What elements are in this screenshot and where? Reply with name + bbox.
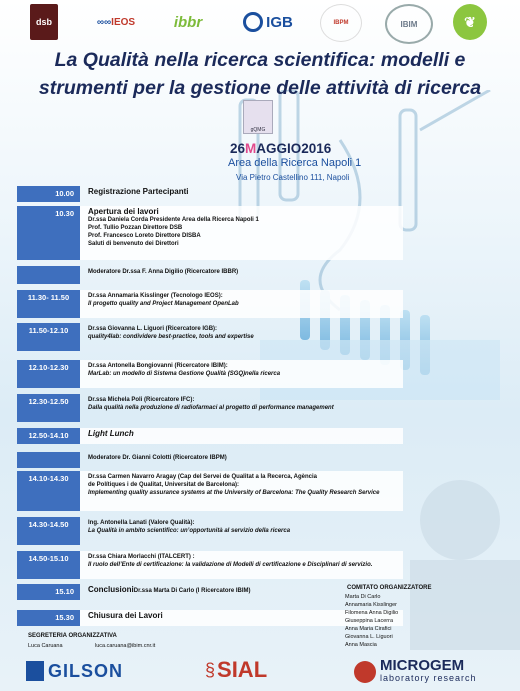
program-content xyxy=(80,452,403,468)
segreteria-label: SEGRETERIA ORGANIZZATIVA xyxy=(28,633,117,639)
program-row xyxy=(17,428,403,444)
program-line: Dr.ssa Giovanna L. Liguori (Ricercatore IGB): xyxy=(88,326,218,332)
comitato-member: Giuseppina Lacerra xyxy=(345,618,394,624)
program-time: 15.10 xyxy=(17,584,80,600)
program-time: 11.30- 11.50 xyxy=(17,290,80,318)
program-time: 14.10-14.30 xyxy=(17,471,80,511)
program-content xyxy=(80,471,403,511)
program-line: Moderatore Dr. Gianni Colotti (Ricercatore IBPM) xyxy=(88,455,227,461)
program-line: quality4lab: condividere best-practice, tools and expertise xyxy=(88,334,254,340)
program-line: Chiusura dei Lavori xyxy=(88,611,163,620)
ibpm-logo: IBPM xyxy=(320,4,362,42)
program-content xyxy=(80,551,403,579)
segreteria-email: luca.caruana@ibim.cnr.it xyxy=(95,643,156,649)
leaf-icon: ❦ xyxy=(464,13,476,30)
program-line: Implementing quality assurance systems at the University of Barcelona: The Quality Research Service xyxy=(88,490,380,496)
program-line: Dr.ssa Chiara Morlacchi (ITALCERT) : xyxy=(88,554,195,560)
program-line: Dr.ssa Michela Poli (Ricercatore IFC): xyxy=(88,397,195,403)
program-line: Moderatore Dr.ssa F. Anna Digilio (Ricercatore IBBR) xyxy=(88,269,239,275)
comitato-member: Annamaria Kisslinger xyxy=(345,602,397,608)
program-row xyxy=(17,360,403,388)
page-title-line-2: strumenti per la gestione delle attività di ricerca xyxy=(38,77,482,99)
program-content xyxy=(80,394,403,422)
comitato-member: Filomena Anna Digilio xyxy=(345,610,399,616)
program-line: Saluti di benvenuto dei Direttori xyxy=(88,241,179,247)
program-row xyxy=(17,290,403,318)
program-content xyxy=(80,360,403,388)
dsb-logo: dsb xyxy=(30,4,58,40)
program-line: Ing. Antonella Lanati (Valore Qualità): xyxy=(88,520,195,526)
program-time: 15.30 xyxy=(17,610,80,626)
dna-helix-icon: § xyxy=(205,659,216,680)
segreteria-name: Luca Caruana xyxy=(28,643,63,649)
program-content xyxy=(80,206,403,260)
comitato-list xyxy=(345,593,398,649)
program-content xyxy=(80,428,403,444)
program-line: Il progetto quality and Project Management OpenLab xyxy=(88,301,239,307)
program-content xyxy=(80,323,403,351)
program-row xyxy=(17,517,403,545)
program-content xyxy=(80,186,403,202)
program-line: Dr.ssa Daniela Corda Presidente Area della Ricerca Napoli 1 xyxy=(88,217,259,223)
comitato-member: Anna Mascia xyxy=(345,642,377,648)
program-line: de Polítiques i de Qualitat, Universitat de Barcelona): xyxy=(88,482,240,488)
program-time: 12.30-12.50 xyxy=(17,394,80,422)
event-address: Via Pietro Castellino 111, Napoli xyxy=(236,173,350,182)
comitato-member: Marta Di Carlo xyxy=(345,594,381,600)
comitato-label: COMITATO ORGANIZZATORE xyxy=(347,585,432,591)
program-time xyxy=(17,266,80,284)
program-row xyxy=(17,471,403,511)
igb-circle-icon xyxy=(243,12,263,32)
program-time: 11.50-12.10 xyxy=(17,323,80,351)
program-row xyxy=(17,452,403,468)
microgem-icon xyxy=(354,661,376,683)
program-time: 14.30-14.50 xyxy=(17,517,80,545)
program-time: 12.10-12.30 xyxy=(17,360,80,388)
program-line: Conclusioni xyxy=(88,585,134,594)
gqmg-logo: gQMG xyxy=(243,100,273,134)
program-content xyxy=(80,517,403,545)
program-time xyxy=(17,452,80,468)
program-content xyxy=(80,290,403,318)
program-line: Light Lunch xyxy=(88,429,134,438)
program-content xyxy=(80,266,403,284)
comitato-member: Anna Maria Cirafici xyxy=(345,626,392,632)
program-line: Dr.ssa Annamaria Kisslinger (Tecnologo IEOS): xyxy=(88,293,223,299)
program-line: Dr.ssa Antonella Bongiovanni (Ricercatore IBIM): xyxy=(88,363,228,369)
event-venue: Area della Ricerca Napoli 1 xyxy=(228,157,362,169)
program-line: Prof. Francesco Loreto Direttore DISBA xyxy=(88,233,201,239)
program-line: La Qualità in ambito scientifico: un’opportunità al servizio della ricerca xyxy=(88,528,291,534)
program-line: Dr.ssa Carmen Navarro Aragay (Cap del Servei de Qualitat a la Recerca, Agència xyxy=(88,474,317,480)
ibim-logo: IBIM xyxy=(385,4,433,44)
microgem-logo: MICROGEM laboratory research xyxy=(354,658,477,686)
program-row xyxy=(17,266,403,284)
program-time: 12.50-14.10 xyxy=(17,428,80,444)
dna-icon: ∞∞ xyxy=(96,16,112,28)
program-line: MarLab: un modello di Sistema Gestione Qualità (SGQ)nella ricerca xyxy=(88,371,281,377)
gilson-icon xyxy=(26,661,44,681)
sial-logo: § SIAL xyxy=(205,657,268,682)
program-line: Prof. Tullio Pozzan Direttore DSB xyxy=(88,225,183,231)
ibbr-logo: ibbr xyxy=(173,13,203,31)
program-line: Dalla qualità nella produzione di radiofarmaci al progetto di performance management xyxy=(88,405,334,411)
program-time: 10.30 xyxy=(17,206,80,260)
program-row xyxy=(17,394,403,422)
program-line: Il ruolo dell’Ente di certificazione: la validazione di Modelli di certificazione e Disciplinari di servizio. xyxy=(88,562,373,568)
program-row xyxy=(17,186,403,202)
program-line: Dr.ssa Marta Di Carlo (I Ricercatore IBIM) xyxy=(133,588,251,594)
ieos-logo: ∞∞ IEOS xyxy=(96,16,136,28)
program-row xyxy=(17,206,403,260)
program-row xyxy=(17,323,403,351)
page-title-line-1: La Qualità nella ricerca scientifica: modelli e xyxy=(54,49,466,71)
program-time: 14.50-15.10 xyxy=(17,551,80,579)
program-line: Apertura dei lavori xyxy=(88,207,159,216)
igb-logo: IGB xyxy=(238,4,298,40)
program-row xyxy=(17,551,403,579)
event-date: 26MAGGIO2016 xyxy=(230,141,332,156)
gilson-logo: GILSON xyxy=(26,660,123,682)
program-time: 10.00 xyxy=(17,186,80,202)
program-line: Registrazione Partecipanti xyxy=(88,187,189,196)
sun-logo xyxy=(453,4,487,40)
comitato-member: Giovanna L. Liguori xyxy=(345,634,393,640)
